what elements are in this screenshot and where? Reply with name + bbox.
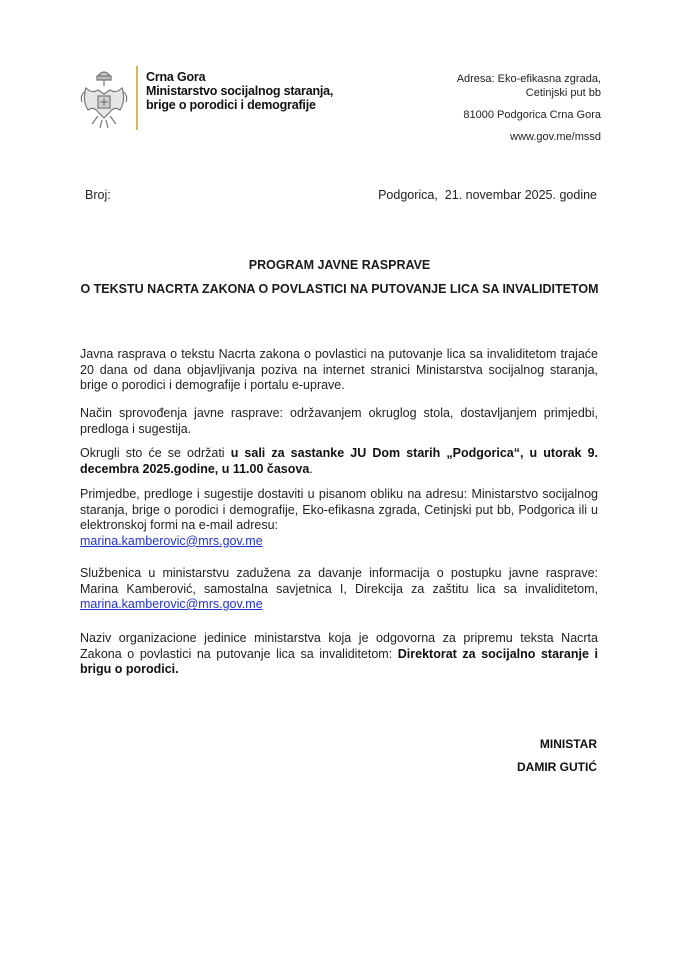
round-table-location-time: u sali za sastanke JU Dom starih „Podgorica“, u utorak 9. decembra 2025.godine, u 11.00 časova bbox=[80, 446, 599, 476]
country-name: Crna Gora bbox=[146, 70, 206, 84]
contact-text: Službenica u ministarstvu zadužena za davanje informacija o postupku javne rasprave: Marina Kamberović, samostalna savjetnica I, Direkcija za zaštitu lica sa invaliditetom, bbox=[80, 566, 598, 596]
website-link[interactable]: www.gov.me/mssd bbox=[510, 131, 601, 143]
responsible-unit-text: Naziv organizacione jedinice ministarstva koja je odgovorna za pripremu teksta Nacrta Zakona o povlastici na putovanje lica sa invaliditetom: bbox=[80, 631, 598, 661]
place-date: Podgorica, 21. novembar 2025. godine bbox=[378, 188, 597, 202]
ministry-name bbox=[146, 70, 333, 112]
document-title: PROGRAM JAVNE RASPRAVE bbox=[248, 258, 431, 272]
ministry-line-1: Ministarstvo socijalnog staranja, bbox=[146, 84, 334, 98]
ministry-address bbox=[457, 72, 601, 144]
document-subtitle: O TEKSTU NACRTA ZAKONA O POVLASTICI NA PUTOVANJE LICA SA INVALIDITETOM bbox=[80, 282, 599, 296]
submissions-text: Primjedbe, predloge i sugestije dostaviti u pisanom obliku na adresu: Ministarstvo socijalnog staranja, brige o porodici i demografije, Eko-efikasna zgrada, Cetinjski put bb, Podgorica ili u elektronskoj formi na e-mail adresu: bbox=[80, 487, 598, 533]
signature-title: MINISTAR bbox=[539, 737, 597, 751]
paragraph-responsible-unit bbox=[80, 631, 598, 678]
paragraph-submissions bbox=[80, 487, 598, 549]
signature-name: DAMIR GUTIĆ bbox=[517, 760, 597, 774]
header-separator bbox=[136, 66, 138, 130]
contact-email-link[interactable]: marina.kamberovic@mrs.gov.me bbox=[80, 597, 263, 612]
paragraph-contact bbox=[80, 566, 598, 613]
responsible-unit-name: Direktorat za socijalno staranje i brigu o porodici. bbox=[80, 646, 598, 677]
paragraph-method: Način sprovođenja javne rasprave: održavanjem okruglog stola, dostavljanjem primjedbi, predloga i sugestija. bbox=[80, 406, 598, 436]
round-table-intro: Okrugli sto će se održati bbox=[80, 446, 231, 460]
address-line-1: Adresa: Eko-efikasna zgrada, bbox=[456, 73, 601, 85]
address-line-2: Cetinjski put bb bbox=[525, 87, 601, 99]
ministry-line-2: brige o porodici i demografije bbox=[146, 98, 316, 112]
round-table-end: . bbox=[309, 461, 313, 476]
document-number-label: Broj: bbox=[85, 188, 111, 202]
coat-of-arms-icon bbox=[78, 66, 130, 132]
paragraph-duration: Javna rasprava o tekstu Nacrta zakona o povlastici na putovanje lica sa invaliditetom trajaće 20 dana od dana objavljivanja poziva na internet stranici Ministarstva socijalnog staranja, brige o porodici i demografije i portalu e-uprave. bbox=[80, 347, 598, 393]
address-postal: 81000 Podgorica Crna Gora bbox=[463, 109, 601, 121]
email-link[interactable]: marina.kamberovic@mrs.gov.me bbox=[80, 533, 263, 548]
paragraph-round-table bbox=[80, 446, 598, 477]
